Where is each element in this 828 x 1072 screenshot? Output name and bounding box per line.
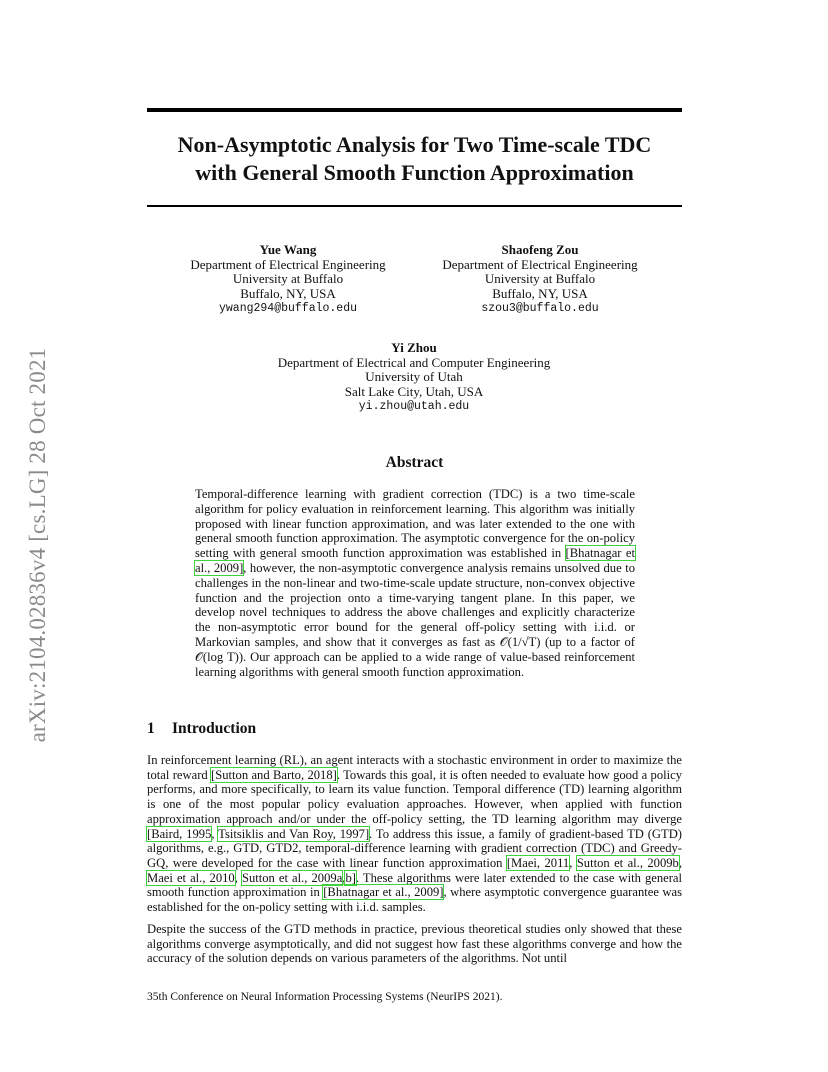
author-location: Buffalo, NY, USA [492,286,588,302]
title-top-rule [147,108,682,112]
author-department: Department of Electrical Engineering [442,256,638,272]
abstract-text: ). Our approach can be applied to a wide range of value-based reinforcement learning algorithms with general smooth function approximation. [195,649,635,679]
body-text: , [569,855,577,870]
conference-footer: 35th Conference on Neural Information Processing Systems (NeurIPS 2021). [147,991,503,1003]
author-block-3 [244,341,584,415]
author-email[interactable]: ywang294@buffalo.edu [218,301,358,315]
citation-link[interactable]: Tsitsiklis and Van Roy, 1997] [218,826,370,841]
arxiv-stamp [13,295,63,765]
body-text: . These algorithms were later extended to the case with general smooth function approximation in [147,870,683,900]
author-name: Shaofeng Zou [501,242,579,257]
paper-title [147,131,682,187]
citation-link[interactable]: [Maei, 2011 [506,855,570,870]
title-line-1: Non-Asymptotic Analysis for Two Time-scale TDC [177,132,652,157]
citation-link[interactable]: b] [345,870,356,885]
abstract-body [195,487,635,679]
author-department: Department of Electrical Engineering [190,256,386,272]
author-name: Yue Wang [259,242,317,257]
abstract-text: (up to a factor of [540,634,635,649]
body-text: . To address this issue, a family of gradient-based TD (GTD) algorithms, e.g., GTD, GTD2, temporal-difference learning with gradient correction (TDC) and Greedy-GQ, were developed for the case with linear function approximation [147,826,682,870]
body-text: , [234,870,242,885]
abstract-text: , however, the non-asymptotic convergence analysis remains unsolved due to challenges in the non-linear and two-time-scale update structure, non-convex objective function and the projection onto a time-varying tangent plane. In this paper, we develop novel techniques to address the above challenges and explicitly characterize the non-asymptotic error bound for the general off-policy setting with i.i.d. or Markovian samples, and show that it converges as fast as [195,560,635,649]
math-expression: 𝒪(1/√T) [499,634,541,649]
body-text: In reinforcement learning (RL), an agent interacts with a stochastic environment in order to maximize the total reward [147,753,682,782]
author-university: University of Utah [365,369,463,385]
section-title: Introduction [172,720,257,737]
intro-paragraph-2: Despite the success of the GTD methods in practice, previous theoretical studies only showed that these algorithms converge asymptotically, and did not suggest how fast these algorithms converge and how the accuracy of the solution depends on various parameters of the algorithms. Not until [147,922,682,966]
body-text: , [211,826,219,841]
author-university: University at Buffalo [232,271,344,287]
author-location: Buffalo, NY, USA [240,286,336,302]
author-block-2 [420,243,660,317]
author-university: University at Buffalo [484,271,596,287]
citation-link[interactable]: Maei et al., 2010 [147,870,235,885]
abstract-heading: Abstract [385,454,444,471]
author-block-1 [168,243,408,317]
abstract-text: Temporal-difference learning with gradient correction (TDC) is a two time-scale algorithm for policy evaluation in reinforcement learning. This algorithm was initially proposed with linear function approximation, and was later extended to the one with general smooth function approximation. The asymptotic convergence for the on-policy setting with general smooth function approximation was established in [195,487,635,561]
citation-link[interactable]: [Baird, 1995 [147,826,212,841]
author-email[interactable]: yi.zhou@utah.edu [358,399,470,413]
author-department: Department of Electrical and Computer Engineering [277,354,551,370]
section-number: 1 [147,720,155,737]
arxiv-identifier: arXiv:2104.02836v4 [cs.LG] 28 Oct 2021 [25,347,50,743]
body-text: , [342,870,346,885]
citation-link[interactable]: Sutton et al., 2009a [241,870,343,885]
intro-paragraph-1 [147,753,682,915]
author-location: Salt Lake City, Utah, USA [344,384,484,400]
citation-link[interactable]: [Bhatnagar et al., 2009] [323,885,444,900]
section-heading [147,720,256,738]
citation-link[interactable]: [Sutton and Barto, 2018] [211,767,337,782]
math-expression: 𝒪(log T) [195,649,239,664]
body-text: , where asymptotic convergence guarantee was established for the on-policy setting with i.i.d. samples. [147,885,682,915]
citation-link[interactable]: Sutton et al., 2009b [576,855,679,870]
body-text: . Towards this goal, it is often needed to evaluate how good a policy performs, and more specifically, to learn its value function. Temporal difference (TD) learning algorithm is one of the most popular policy evaluation approaches. However, when applied with function approximation approach and/or under the off-policy setting, the TD learning algorithm may diverge [147,767,683,826]
body-text: , [678,855,683,870]
author-email[interactable]: szou3@buffalo.edu [481,301,599,315]
author-name: Yi Zhou [391,340,437,355]
title-bottom-rule [147,205,682,207]
title-line-2: with General Smooth Function Approximation [195,160,634,185]
citation-link[interactable]: [Bhatnagar et al., 2009] [195,546,635,575]
